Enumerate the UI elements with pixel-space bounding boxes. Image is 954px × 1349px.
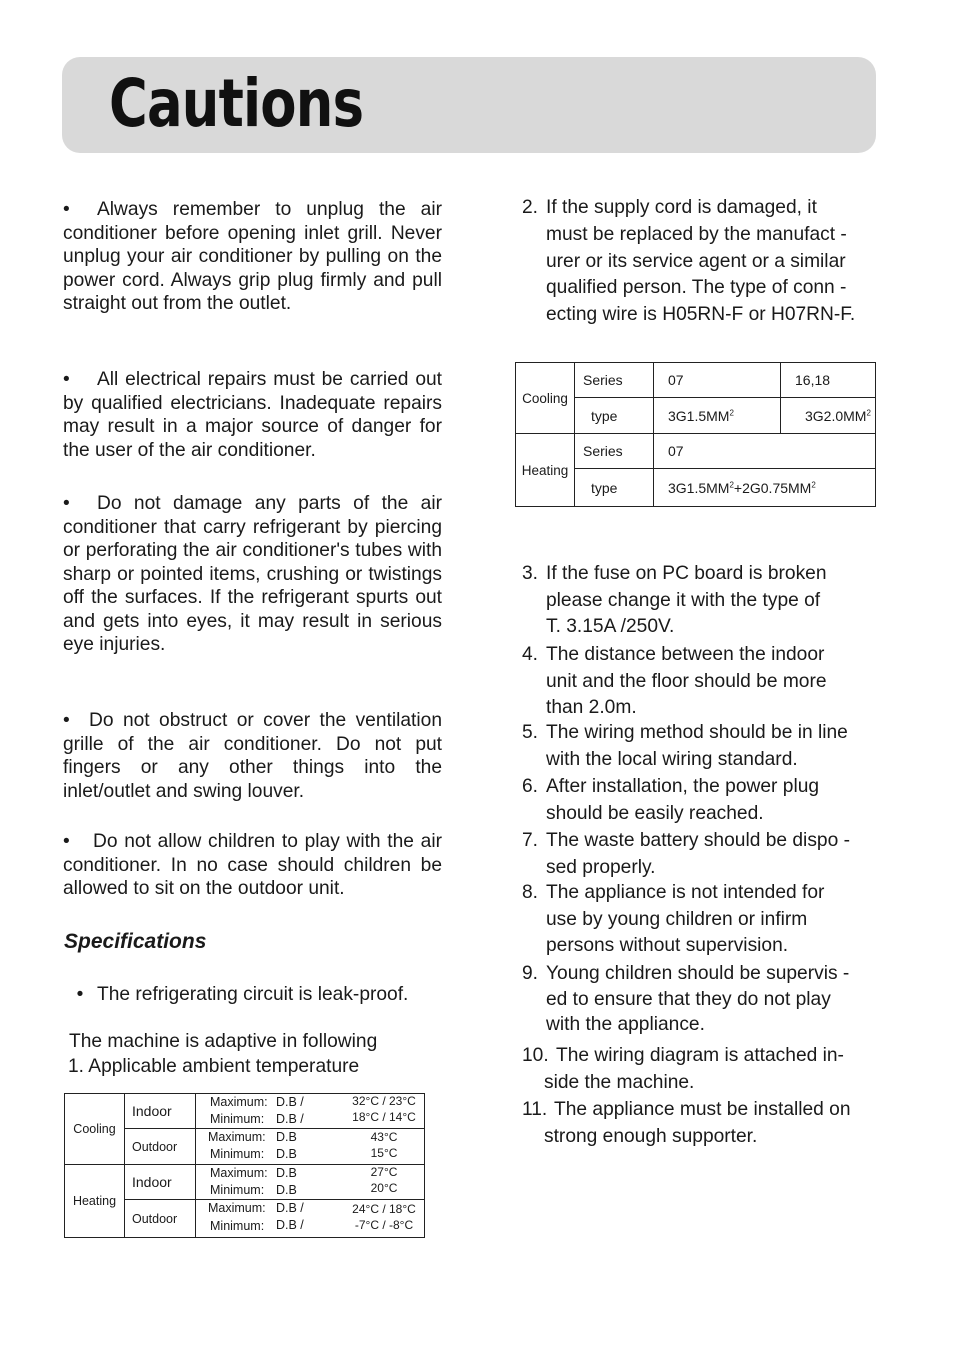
series-label: Series <box>575 363 654 398</box>
outdoor-label: Outdoor <box>125 1200 196 1238</box>
numbered-item-9 <box>522 961 892 1038</box>
bullet-icon: • <box>63 831 70 852</box>
temperature-value: 27°C <box>370 1165 398 1179</box>
item-line: If the supply cord is damaged, it <box>546 197 817 218</box>
item-line: The appliance is not intended for <box>546 882 825 903</box>
numbered-item-8 <box>522 880 892 960</box>
cooling-series-value: 07 <box>654 363 781 398</box>
max-label: Maximum: <box>210 1095 268 1109</box>
numbered-item-5 <box>522 720 892 773</box>
caution-paragraph-children <box>63 830 442 901</box>
ambient-heading: 1. Applicable ambient temperature <box>68 1056 360 1077</box>
cooling-label: Cooling <box>516 363 575 434</box>
item-number: 8. <box>522 882 539 903</box>
temperature-value: 15°C <box>370 1146 398 1160</box>
item-line: unit and the floor should be more <box>546 670 827 692</box>
item-number: 11. <box>522 1099 548 1120</box>
type-text: 3G1.5MM <box>668 479 730 496</box>
paragraph-text: Do not allow children to play with the air conditioner. In no case should children be allowed to sit on the outdoor unit. <box>63 831 442 899</box>
cooling-outdoor-values <box>196 1129 425 1165</box>
heating-type-value <box>654 469 876 507</box>
superscript: 2 <box>866 407 871 417</box>
leak-proof-text: The refrigerating circuit is leak-proof. <box>97 984 409 1005</box>
superscript: 2 <box>729 407 734 417</box>
heating-outdoor-values <box>196 1200 425 1238</box>
item-number: 6. <box>522 776 539 797</box>
temperature-value: 43°C <box>370 1130 398 1144</box>
db-label: D.B / <box>276 1201 304 1215</box>
max-label: Maximum: <box>208 1201 266 1215</box>
item-line: sed properly. <box>546 856 656 878</box>
heating-label: Heating <box>516 434 575 507</box>
item-line: must be replaced by the manufact - <box>546 223 847 245</box>
bullet-icon: • <box>63 199 70 220</box>
temperature-value: 20°C <box>370 1181 398 1195</box>
db-label: D.B <box>276 1147 297 1161</box>
db-label: D.B / <box>276 1218 304 1232</box>
cooling-type-value <box>781 398 876 434</box>
paragraph-text: Always remember to unplug the air conditioner before opening inlet grill. Never unplug your air conditioner by pulling on the power cord. Always grip plug firmly and pull straight out from the outlet. <box>63 199 442 314</box>
temperature-value: 18°C / 14°C <box>352 1110 416 1124</box>
type-text: 3G2.0MM <box>805 407 867 424</box>
max-label: Maximum: <box>210 1166 268 1180</box>
page-title: Cautions <box>109 65 364 142</box>
item-line: than 2.0m. <box>546 697 637 718</box>
item-line: Young children should be supervis - <box>546 963 850 984</box>
min-label: Minimum: <box>210 1183 265 1197</box>
max-label: Maximum: <box>208 1130 266 1144</box>
item-number: 10. <box>522 1045 549 1066</box>
db-label: D.B <box>276 1166 297 1180</box>
supply-cord-table <box>515 362 876 507</box>
caution-paragraph-ventilation <box>63 709 442 803</box>
heating-indoor-values <box>196 1165 425 1200</box>
item-line: The waste battery should be dispo - <box>546 830 850 851</box>
item-line: persons without supervision. <box>546 935 789 956</box>
item-line: qualified person. The type of conn - <box>546 277 847 299</box>
item-line: T. 3.15A /250V. <box>546 616 675 637</box>
temperature-value: -7°C / -8°C <box>354 1218 414 1232</box>
item-line: use by young children or infirm <box>546 908 808 930</box>
item-number: 2. <box>522 197 539 218</box>
db-label: D.B / <box>276 1095 304 1109</box>
bullet-icon: • <box>63 493 70 514</box>
cooling-indoor-values <box>196 1094 425 1129</box>
outdoor-label: Outdoor <box>125 1129 196 1165</box>
heating-label: Heating <box>65 1165 125 1238</box>
item-line: should be easily reached. <box>546 802 764 824</box>
indoor-label: Indoor <box>125 1094 196 1129</box>
item-line: The wiring method should be in line <box>546 722 848 743</box>
item-line: urer or its service agent or a similar <box>546 250 846 272</box>
type-label: type <box>575 469 654 507</box>
superscript: 2 <box>729 479 734 489</box>
caution-paragraph-repairs <box>63 368 442 462</box>
db-label: D.B / <box>276 1112 304 1126</box>
indoor-label: Indoor <box>125 1165 196 1200</box>
caution-paragraph-unplug <box>63 198 442 316</box>
adaptive-text: The machine is adaptive in following <box>69 1031 378 1052</box>
db-label: D.B <box>276 1183 297 1197</box>
item-line: ed to ensure that they do not play <box>546 988 831 1010</box>
item-line: with the appliance. <box>546 1014 705 1035</box>
numbered-item-6 <box>522 774 892 827</box>
numbered-item-11 <box>522 1096 892 1150</box>
bullet-icon: • <box>63 710 70 731</box>
item-line: If the fuse on PC board is broken <box>546 563 827 584</box>
item-line: The appliance must be installed on <box>554 1099 851 1120</box>
caution-paragraph-refrigerant <box>63 492 442 657</box>
item-line: The wiring diagram is attached in- <box>556 1045 844 1066</box>
numbered-item-4 <box>522 642 892 722</box>
numbered-item-3 <box>522 561 892 641</box>
item-line: side the machine. <box>544 1072 695 1093</box>
paragraph-text: Do not obstruct or cover the ventilation grille of the air conditioner. Do not put fingers or any other things into the inlet/outlet and swing louver. <box>63 710 442 802</box>
item-number: 4. <box>522 644 539 665</box>
temperature-value: 24°C / 18°C <box>352 1202 416 1216</box>
min-label: Minimum: <box>210 1112 265 1126</box>
numbered-item-2 <box>522 195 892 329</box>
numbered-item-10 <box>522 1042 892 1096</box>
item-line: After installation, the power plug <box>546 776 820 797</box>
paragraph-text: Do not damage any parts of the air conditioner that carry refrigerant by piercing or perforating the air conditioner's tubes with sharp or pointed items, crushing or twistings off the surfaces. If the refrigerant spurts out and gets into eyes, it may result in serious eye injuries. <box>63 493 442 655</box>
item-number: 7. <box>522 830 539 851</box>
heating-series-value: 07 <box>654 434 876 469</box>
item-line: with the local wiring standard. <box>546 748 798 770</box>
item-line: The distance between the indoor <box>546 644 825 665</box>
item-number: 9. <box>522 963 539 984</box>
bullet-icon: • <box>63 369 70 390</box>
type-text: +2G0.75MM <box>733 479 812 496</box>
series-label: Series <box>575 434 654 469</box>
title-banner <box>62 57 876 153</box>
superscript: 2 <box>811 479 816 489</box>
leak-proof-line <box>63 984 408 1006</box>
min-label: Minimum: <box>210 1147 265 1161</box>
paragraph-text: All electrical repairs must be carried out by qualified electricians. Inadequate repairs may result in a major source of danger for the user of the air conditioner. <box>63 369 442 461</box>
specifications-heading: Specifications <box>64 930 207 953</box>
item-line: please change it with the type of <box>546 589 821 611</box>
type-text: 3G1.5MM <box>668 407 730 424</box>
item-number: 3. <box>522 563 539 584</box>
cooling-type-value <box>654 398 781 434</box>
min-label: Minimum: <box>210 1219 265 1233</box>
item-line: ecting wire is H05RN-F or H07RN-F. <box>546 304 856 326</box>
temperature-value: 32°C / 23°C <box>352 1094 416 1108</box>
bullet-icon: • <box>76 984 84 1005</box>
item-number: 5. <box>522 722 539 743</box>
cooling-label: Cooling <box>65 1094 125 1165</box>
item-line: strong enough supporter. <box>544 1126 758 1147</box>
cooling-series-value: 16,18 <box>781 363 876 398</box>
type-label: type <box>575 398 654 434</box>
numbered-item-7 <box>522 828 892 881</box>
ambient-temperature-table <box>64 1093 425 1238</box>
db-label: D.B <box>276 1130 297 1144</box>
